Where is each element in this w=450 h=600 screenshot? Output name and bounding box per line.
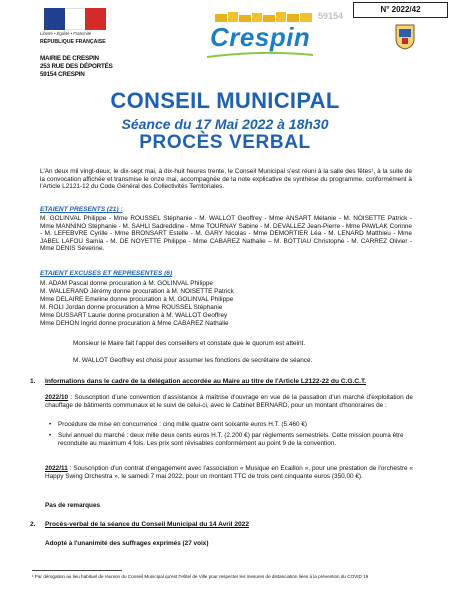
proxy-line: Mme DELAIRE Emeline donne procuration à M. GOLINVAL Philippe	[40, 296, 234, 303]
no-remarks-text: Pas de remarques	[45, 502, 101, 509]
decision-2022-11	[45, 465, 413, 480]
bullet-annual-follow-up: Suivi annuel du marché : deux mille deux cents euros H.T. (2.200 €) par règlements semestriels. Cette mission pourra être reconduite au maximum 4 fois. Les prix sont révisables conformément au point 9 de la convention.	[58, 432, 404, 447]
footnote-divider	[32, 570, 122, 571]
decision-number: 2022/10	[45, 394, 69, 401]
excused-heading: ETAIENT EXCUSES ET REPRESENTES (6)	[40, 270, 173, 277]
present-heading: ETAIENT PRESENTS (21) :	[40, 206, 123, 213]
logo-swoosh	[205, 52, 315, 58]
bullet-procedure: Procédure de mise en concurrence : cinq mille quatre cent soixante euros H.T. (5.460 €)	[58, 421, 308, 428]
town-seal-icon	[394, 23, 416, 50]
crespin-logo-text: Crespin	[210, 22, 311, 52]
session-title: Séance du 17 Mai 2022 à 18h30	[121, 116, 329, 132]
proxy-line: Mme DUSSART Laurie donne procuration à M. WALLOT Geoffrey	[40, 312, 228, 319]
proxy-line: M. WALLERAND Jérémy donne procuration à M. NOISETTE Patrick	[40, 288, 234, 295]
bullet-icon: •	[49, 432, 52, 439]
logo-postcode: 59154	[318, 11, 344, 21]
decision-2022-10	[45, 394, 413, 409]
proxy-line: Mme DEHON Ingrid donne procuration à Mme CABAREZ Nathalie	[40, 320, 229, 327]
page-title: CONSEIL MUNICIPAL	[110, 88, 340, 113]
document-title: PROCÈS VERBAL	[139, 132, 311, 153]
section-2-number: 2.	[30, 521, 36, 528]
republic-label: RÉPUBLIQUE FRANÇAISE	[40, 39, 106, 45]
secretary-text: M. WALLOT Geoffrey est choisi pour assumer les fonctions de secrétaire de séance.	[73, 357, 313, 364]
document-reference: N° 2022/42	[353, 2, 448, 18]
proxy-line: M. ROLI Jordan donne procuration à Mme ROUSSEL Stéphanie	[40, 304, 223, 311]
section-1-title: Informations dans le cadre de la délégation accordée au Maire au titre de l'Article L2122-22 du C.G.C.T.	[45, 378, 367, 385]
address-line-1: MAIRIE DE CRESPIN	[40, 55, 99, 62]
decision-text: : Souscription d'un contrat d'engagement avec l'association « Musique en Ecaillon », pour une prestation de l'orchestre « Happy Swing Orchestra », le samedi 7 mai 2022, pour un montant TTC de trois cent cinquante euros (350,00 €).	[45, 465, 413, 480]
address-line-2: 253 RUE DES DÉPORTÉS	[40, 63, 113, 70]
french-flag-logo	[44, 8, 106, 30]
section-2-result: Adopté à l'unanimité des suffrages exprimés (27 voix)	[45, 540, 209, 547]
town-houses-logo	[215, 12, 315, 22]
footnote: ¹ Par dérogation au lieu habituel de réunion du Conseil Municipal qu'est l'Hôtel de Ville pour respecter les mesures de distanciation liées à la prévention du COVID 19	[32, 574, 369, 579]
section-1-number: 1.	[30, 378, 36, 385]
bullet-icon: •	[49, 421, 52, 428]
intro-paragraph: L'An deux mil vingt-deux, le dix-sept mai, à dix-huit heures trente, le Conseil Municipal s'est réuni à la salle des fêtes¹, à la suite de la convocation affichée et transmise le onze mai, accompagnée de la note explicative de synthèse du programme, conformément à l'Article L2121-12 du Code Général des Collectivités Territoriales.	[40, 168, 412, 191]
present-list: M. GOLINVAL Philippe - Mme ROUSSEL Stéphanie - M. WALLOT Geoffrey - Mme ANSART Mélanie - M. NOISETTE Patrick - Mme MANNINO Stéphanie - M. SAHLI Sadreddine - Mme TOURNAY Sabine - M. DEVALLEZ Jean-Pierre - Mme PAWLAK Corinne - M. LEFEBVRE Cyrille - Mme BRONSART Estelle - M. GARY Nicolas - Mme DEMORTIER Léa - M. LENARD Matthieu - Mme JABEL LAFOU Samia - M. DE NOYETTE Philippe - Mme CABAREZ Nathalie – M. BOTTIAU Christophe - M. CARREZ Olivier - Mme DENIS Séverine.	[40, 215, 412, 253]
section-2-title: Procès-verbal de la séance du Conseil Municipal du 14 Avril 2022	[45, 521, 249, 528]
proxy-line: M. ADAM Pascal donne procuration à M. GOLINVAL Philippe	[40, 280, 213, 287]
quorum-text: Monsieur le Maire fait l'appel des conseillers et constate que le quorum est atteint.	[73, 340, 306, 347]
republic-motto: Liberté • Égalité • Fraternité	[40, 31, 92, 36]
decision-text: : Souscription d'une convention d'assistance à maîtrise d'ouvrage en vue de la passation d'un marché d'exploitation de chauffage de bâtiments communaux et le suivi de celui-ci, avec le Cabinet BERNARD, pour un montant d'honoraires de :	[45, 394, 413, 409]
decision-number: 2022/11	[45, 465, 68, 472]
address-line-3: 59154 CRESPIN	[40, 71, 85, 78]
